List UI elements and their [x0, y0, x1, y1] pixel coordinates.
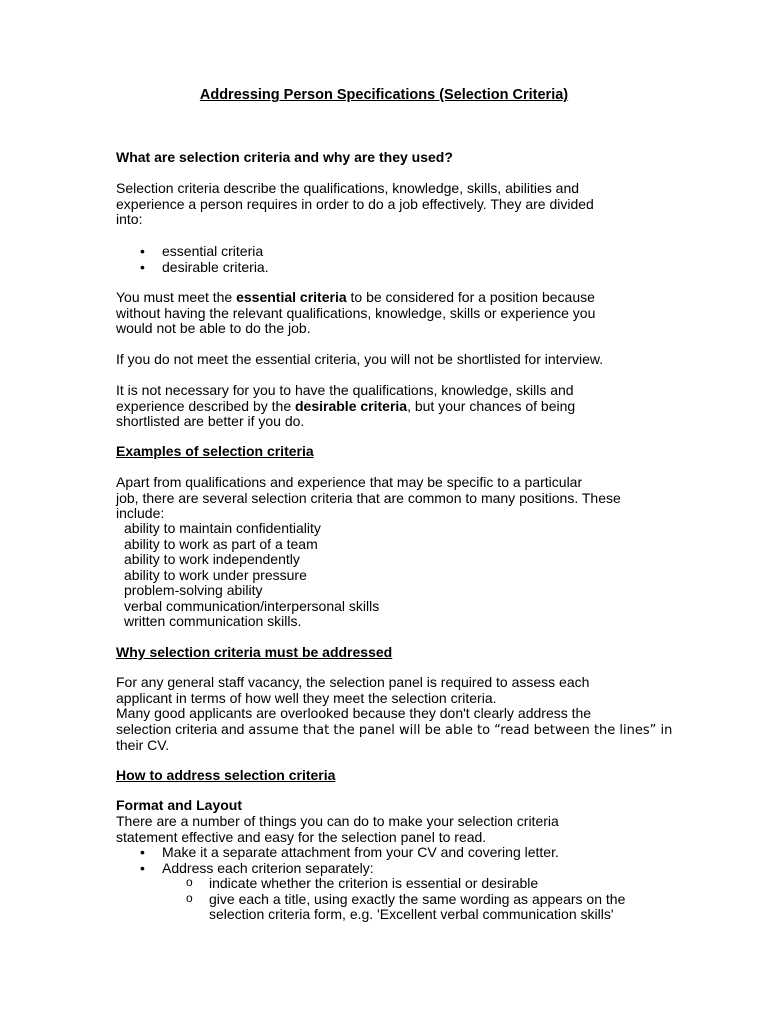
- essential-paragraph: [116, 290, 656, 337]
- text-line: job, there are several selection criteria that are common to many positions. These: [116, 489, 621, 506]
- text-line: applicant in terms of how well they meet the selection criteria.: [116, 689, 497, 706]
- text-line: into:: [116, 211, 143, 227]
- shortlist-paragraph: [116, 352, 656, 368]
- list-item: ability to maintain confidentiality: [124, 520, 321, 536]
- text-segment: to be considered for a position because: [346, 289, 595, 305]
- text-line: There are a number of things you can do to make your selection criteria: [116, 813, 559, 829]
- text-segment: selection criteria and: [116, 720, 249, 737]
- subheading-format-layout: Format and Layout: [116, 797, 243, 813]
- desirable-paragraph: [116, 383, 656, 430]
- text-line: statement effective and easy for the selection panel to read.: [116, 828, 487, 845]
- text-line: would not be able to do the job.: [116, 320, 311, 336]
- list-item: verbal communication/interpersonal skills: [124, 597, 380, 614]
- text-line: experience a person requires in order to do a job effectively. They are divided: [116, 195, 594, 212]
- why-paragraph: [116, 674, 673, 754]
- section-heading-what-are: What are selection criteria and why are they used?: [116, 149, 453, 165]
- text-line: Many good applicants are overlooked because they don't clearly address the: [116, 705, 592, 721]
- text-line: shortlisted are better if you do.: [116, 413, 305, 429]
- intro-paragraph: [116, 181, 656, 228]
- text-line: For any general staff vacancy, the selection panel is required to assess each: [116, 674, 590, 690]
- list-item: • desirable criteria.: [136, 260, 269, 276]
- list-item: • Make it a separate attachment from your CV and covering letter.: [136, 845, 559, 861]
- list-item: • Address each criterion separately:: [136, 861, 559, 877]
- list-item: written communication skills.: [124, 613, 302, 629]
- section-heading-how-to: How to address selection criteria: [116, 767, 336, 783]
- text-line: Apart from qualifications and experience that may be specific to a particular: [116, 474, 583, 490]
- criterion-sub-list: [186, 876, 625, 923]
- list-item: • essential criteria: [136, 244, 269, 260]
- text-line: If you do not meet the essential criteria, you will not be shortlisted for interview.: [116, 351, 604, 367]
- text-line: their CV.: [116, 737, 170, 753]
- format-intro: [116, 814, 656, 845]
- text-line: Selection criteria describe the qualifications, knowledge, skills, abilities and: [116, 180, 580, 196]
- list-item: problem-solving ability: [124, 582, 263, 598]
- examples-intro: [116, 475, 656, 522]
- text-line: without having the relevant qualifications, knowledge, skills or experience you: [116, 304, 596, 321]
- list-item: o give each a title, using exactly the same wording as appears on the: [186, 892, 625, 908]
- text-segment: You must meet the: [116, 289, 237, 305]
- text-line: [116, 720, 673, 739]
- list-item-continuation: selection criteria form, e.g. 'Excellent verbal communication skills': [209, 906, 614, 922]
- format-bullet-list: [136, 845, 559, 876]
- list-item: ability to work under pressure: [124, 566, 307, 583]
- text-segment: experience described by the: [116, 397, 295, 414]
- document-title: Addressing Person Specifications (Selection Criteria): [199, 87, 569, 103]
- text-line: include:: [116, 505, 165, 521]
- section-heading-examples: Examples of selection criteria: [116, 443, 314, 459]
- list-item: o indicate whether the criterion is essential or desirable: [186, 876, 625, 892]
- bold-term: essential criteria: [236, 289, 347, 305]
- text-segment: assume that the panel will be able to “read between the lines” in: [248, 722, 673, 738]
- bold-term: desirable criteria: [295, 397, 408, 414]
- text-segment: , but your chances of being: [407, 397, 576, 414]
- section-heading-why-addressed: Why selection criteria must be addressed: [116, 644, 393, 660]
- list-item: ability to work as part of a team: [124, 535, 318, 552]
- text-line: [116, 290, 656, 306]
- criteria-type-list: [136, 244, 269, 275]
- text-line: It is not necessary for you to have the qualifications, knowledge, skills and: [116, 382, 574, 398]
- list-item: ability to work independently: [124, 551, 300, 567]
- examples-list: [124, 521, 379, 630]
- text-line: [116, 399, 656, 415]
